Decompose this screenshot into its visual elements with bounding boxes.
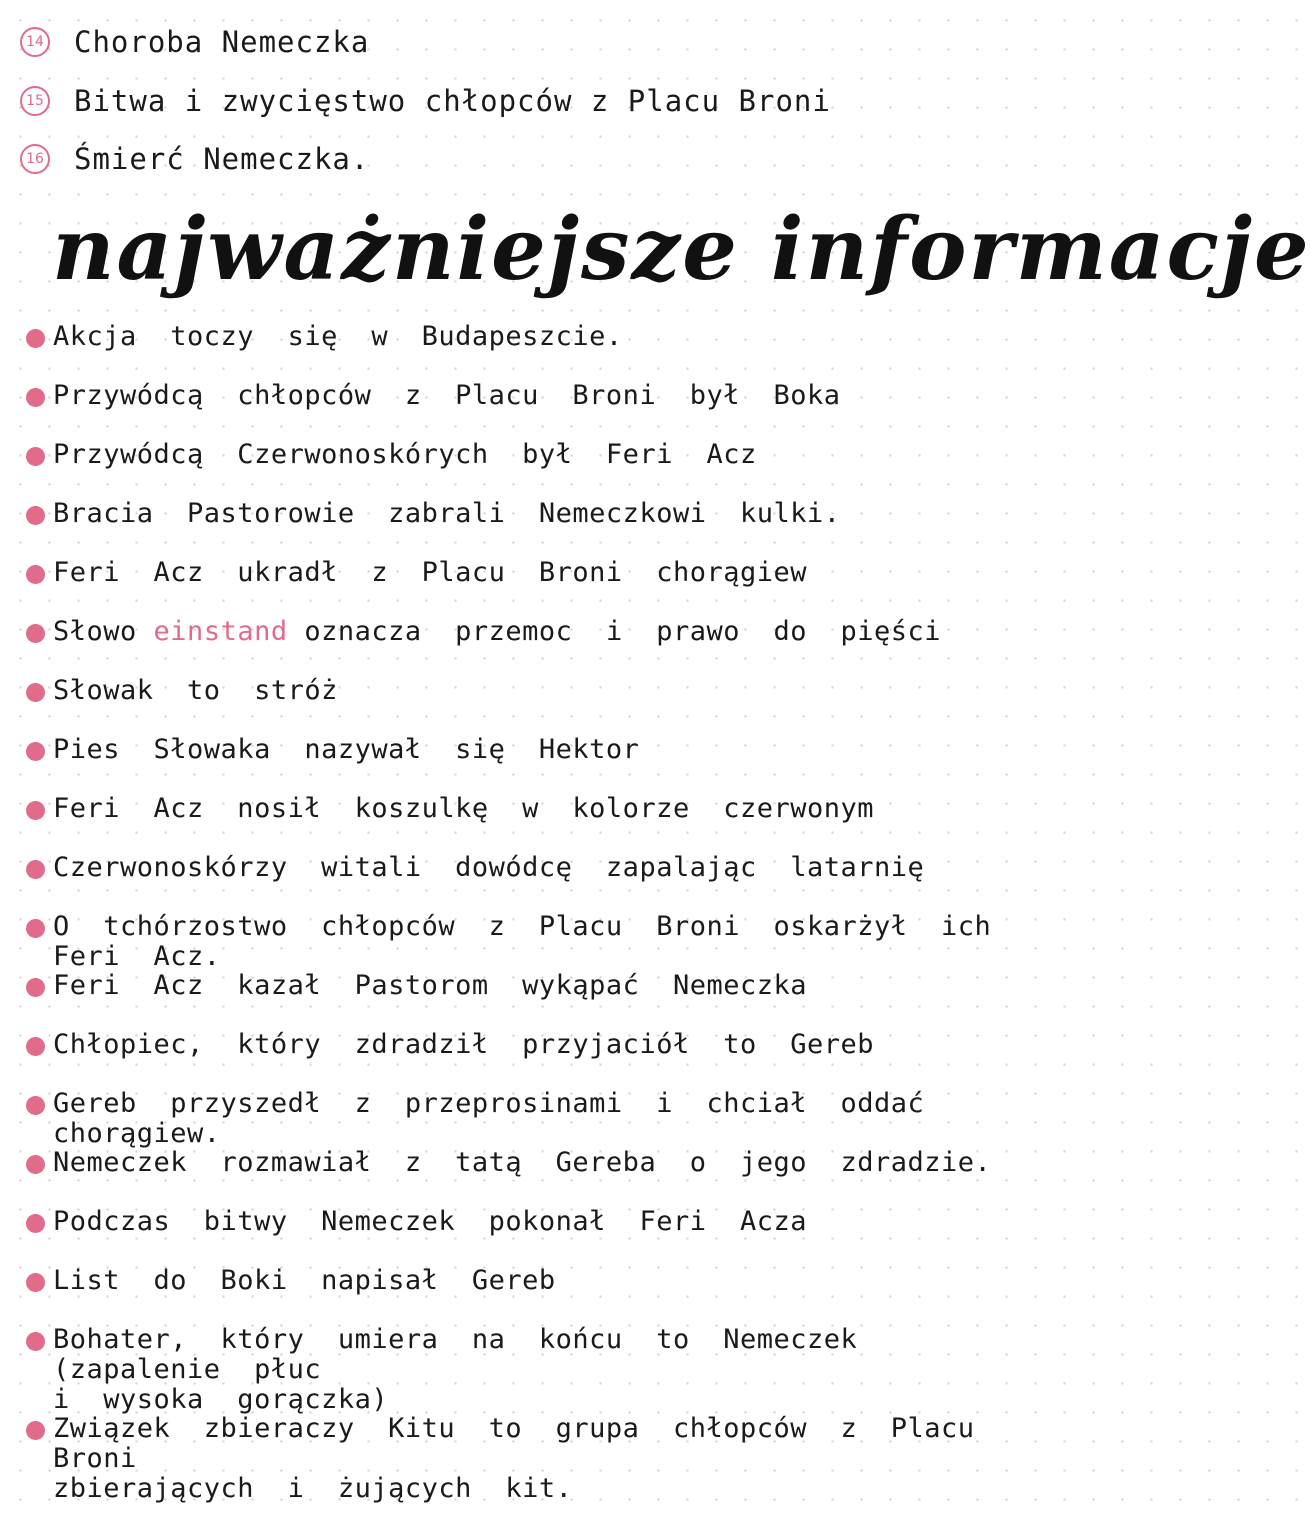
list-item	[26, 1024, 1056, 1060]
list-item-text: Akcja toczy się w Budapeszcie.	[53, 321, 623, 352]
list-item-text: Chłopiec, który zdradził przyjaciół to Gereb	[53, 1029, 875, 1060]
number-badge: 16	[20, 144, 50, 174]
numbered-item-text: Bitwa i zwycięstwo chłopców z Placu Broni	[74, 84, 831, 118]
list-item	[26, 670, 1056, 706]
bullet-dot-icon	[26, 1421, 45, 1440]
list-item	[26, 1201, 1056, 1237]
list-item-text: Pies Słowaka nazywał się Hektor	[53, 734, 640, 765]
highlighted-term: einstand	[153, 616, 288, 647]
list-item-text: Feri Acz ukradł z Placu Broni chorągiew	[53, 557, 807, 588]
list-item	[26, 1408, 1056, 1504]
list-item-text-end: oznacza przemoc i prawo do pięści	[287, 616, 942, 647]
list-item-text: Nemeczek rozmawiał z tatą Gereba o jego zdradzie.	[53, 1147, 992, 1178]
list-item	[26, 906, 1056, 972]
list-item-text: Bohater, który umiera na końcu to Nemeczek (zapalenie płuc i wysoka gorączka)	[53, 1324, 858, 1415]
list-item-text: Słowak to stróż	[53, 675, 338, 706]
list-item	[26, 1260, 1056, 1296]
section-heading: najważniejsze informacje	[52, 199, 1311, 300]
list-item-text: Gereb przyszedł z przeprosinami i chciał oddać chorągiew.	[53, 1088, 958, 1149]
list-item	[26, 729, 1056, 765]
list-item-text: Podczas bitwy Nemeczek pokonał Feri Acza	[53, 1206, 807, 1237]
list-item	[26, 788, 1056, 824]
numbered-item	[20, 139, 369, 179]
bullet-dot-icon	[26, 1273, 45, 1292]
list-item	[26, 1142, 1056, 1178]
list-item-text: Feri Acz nosił koszulkę w kolorze czerwonym	[53, 793, 875, 824]
bullet-dot-icon	[26, 565, 45, 584]
bullet-dot-icon	[26, 683, 45, 702]
list-item	[26, 1083, 1056, 1149]
bullet-dot-icon	[26, 624, 45, 643]
numbered-item-text: Choroba Nemeczka	[74, 25, 370, 59]
number-badge: 14	[20, 27, 50, 57]
bullet-dot-icon	[26, 978, 45, 997]
list-item-text: Przywódcą Czerwonoskórych był Feri Acz	[53, 439, 757, 470]
bullet-dot-icon	[26, 506, 45, 525]
bullet-dot-icon	[26, 447, 45, 466]
bullet-dot-icon	[26, 860, 45, 879]
list-item	[26, 493, 1056, 529]
bullet-dot-icon	[26, 1214, 45, 1233]
list-item	[26, 1319, 1056, 1415]
list-item-text-start: Słowo	[53, 616, 154, 647]
list-item	[26, 611, 1056, 647]
list-item	[26, 552, 1056, 588]
bullet-dot-icon	[26, 742, 45, 761]
list-item-text: List do Boki napisał Gereb	[53, 1265, 556, 1296]
numbered-item-text: Śmierć Nemeczka.	[74, 142, 370, 176]
numbered-item	[20, 22, 369, 62]
list-item	[26, 375, 1056, 411]
list-item-text	[53, 611, 1043, 647]
number-badge: 15	[20, 86, 50, 116]
list-item-text: Bracia Pastorowie zabrali Nemeczkowi kulki.	[53, 498, 841, 529]
bullet-dot-icon	[26, 801, 45, 820]
list-item-text: Feri Acz kazał Pastorom wykąpać Nemeczka	[53, 970, 807, 1001]
list-item	[26, 316, 1056, 352]
list-item-text: Przywódcą chłopców z Placu Broni był Boka	[53, 380, 841, 411]
bullet-dot-icon	[26, 1155, 45, 1174]
list-item	[26, 434, 1056, 470]
numbered-item	[20, 81, 831, 121]
list-item-text: Czerwonoskórzy witali dowódcę zapalając latarnię	[53, 852, 925, 883]
list-item-text: O tchórzostwo chłopców z Placu Broni oskarżył ich Feri Acz.	[53, 911, 1025, 972]
bullet-dot-icon	[26, 329, 45, 348]
list-item	[26, 847, 1056, 883]
bullet-dot-icon	[26, 388, 45, 407]
bullet-dot-icon	[26, 919, 45, 938]
bullet-dot-icon	[26, 1096, 45, 1115]
bullet-dot-icon	[26, 1332, 45, 1351]
bullet-dot-icon	[26, 1037, 45, 1056]
list-item-text: Związek zbieraczy Kitu to grupa chłopców z Placu Broni zbierających i żujących kit.	[53, 1413, 975, 1504]
list-item	[26, 965, 1056, 1001]
